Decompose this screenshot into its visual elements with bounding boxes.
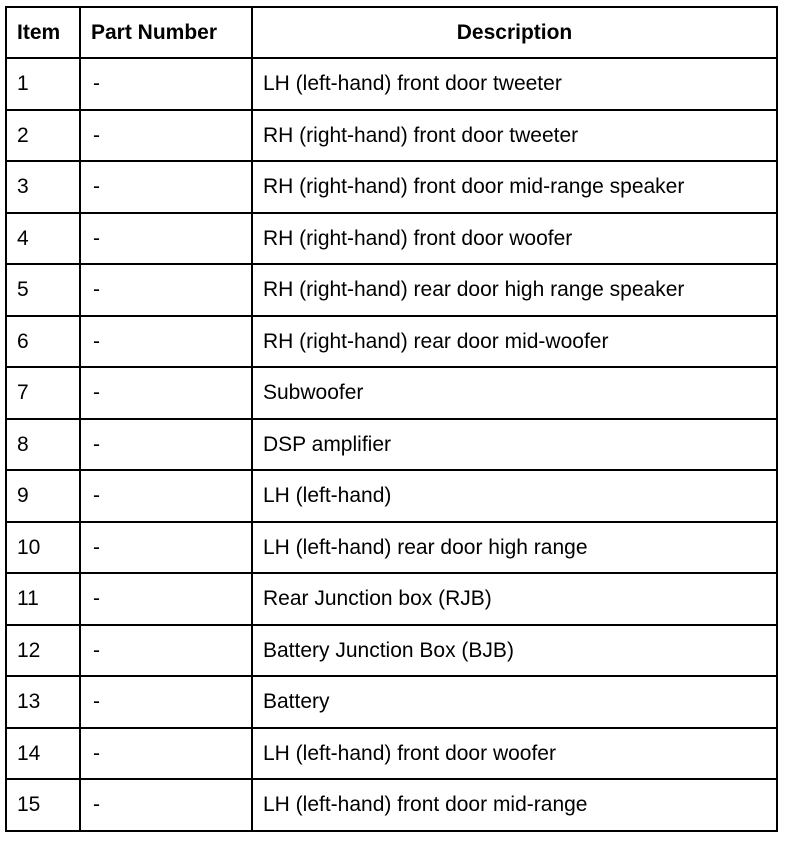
item-number-cell: 10 xyxy=(6,522,80,574)
part-number-cell: - xyxy=(80,367,252,419)
description-cell: Battery xyxy=(252,676,777,728)
description-cell: RH (right-hand) rear door mid-woofer xyxy=(252,316,777,368)
description-cell: LH (left-hand) xyxy=(252,470,777,522)
item-number-cell: 9 xyxy=(6,470,80,522)
part-number-cell: - xyxy=(80,161,252,213)
column-header-item: Item xyxy=(6,7,80,58)
table-row xyxy=(6,779,777,831)
table-row xyxy=(6,625,777,677)
description-cell: RH (right-hand) front door tweeter xyxy=(252,110,777,162)
part-number-cell: - xyxy=(80,573,252,625)
description-cell: Rear Junction box (RJB) xyxy=(252,573,777,625)
part-number-cell: - xyxy=(80,419,252,471)
item-number-cell: 5 xyxy=(6,264,80,316)
table-row xyxy=(6,110,777,162)
table-row xyxy=(6,470,777,522)
table-body xyxy=(6,58,777,831)
table-row xyxy=(6,213,777,265)
description-cell: LH (left-hand) front door mid-range xyxy=(252,779,777,831)
table-row xyxy=(6,676,777,728)
description-cell: Subwoofer xyxy=(252,367,777,419)
table-row xyxy=(6,522,777,574)
description-cell: DSP amplifier xyxy=(252,419,777,471)
parts-table xyxy=(5,6,778,832)
item-number-cell: 1 xyxy=(6,58,80,110)
part-number-cell: - xyxy=(80,470,252,522)
table-row xyxy=(6,264,777,316)
table-row xyxy=(6,58,777,110)
item-number-cell: 6 xyxy=(6,316,80,368)
part-number-cell: - xyxy=(80,728,252,780)
part-number-cell: - xyxy=(80,316,252,368)
description-cell: LH (left-hand) rear door high range xyxy=(252,522,777,574)
table-row xyxy=(6,367,777,419)
item-number-cell: 4 xyxy=(6,213,80,265)
item-number-cell: 11 xyxy=(6,573,80,625)
part-number-cell: - xyxy=(80,110,252,162)
description-cell: LH (left-hand) front door woofer xyxy=(252,728,777,780)
column-header-part-number: Part Number xyxy=(80,7,252,58)
part-number-cell: - xyxy=(80,625,252,677)
item-number-cell: 2 xyxy=(6,110,80,162)
table-row xyxy=(6,316,777,368)
table-row xyxy=(6,728,777,780)
table-row xyxy=(6,161,777,213)
item-number-cell: 8 xyxy=(6,419,80,471)
item-number-cell: 15 xyxy=(6,779,80,831)
description-cell: RH (right-hand) front door woofer xyxy=(252,213,777,265)
description-cell: RH (right-hand) rear door high range speaker xyxy=(252,264,777,316)
header-row xyxy=(6,7,777,58)
table-row xyxy=(6,419,777,471)
description-cell: RH (right-hand) front door mid-range speaker xyxy=(252,161,777,213)
column-header-description: Description xyxy=(252,7,777,58)
part-number-cell: - xyxy=(80,58,252,110)
item-number-cell: 13 xyxy=(6,676,80,728)
part-number-cell: - xyxy=(80,676,252,728)
item-number-cell: 3 xyxy=(6,161,80,213)
item-number-cell: 12 xyxy=(6,625,80,677)
description-cell: LH (left-hand) front door tweeter xyxy=(252,58,777,110)
item-number-cell: 7 xyxy=(6,367,80,419)
part-number-cell: - xyxy=(80,779,252,831)
part-number-cell: - xyxy=(80,213,252,265)
part-number-cell: - xyxy=(80,522,252,574)
item-number-cell: 14 xyxy=(6,728,80,780)
description-cell: Battery Junction Box (BJB) xyxy=(252,625,777,677)
part-number-cell: - xyxy=(80,264,252,316)
table-header xyxy=(6,7,777,58)
table-row xyxy=(6,573,777,625)
